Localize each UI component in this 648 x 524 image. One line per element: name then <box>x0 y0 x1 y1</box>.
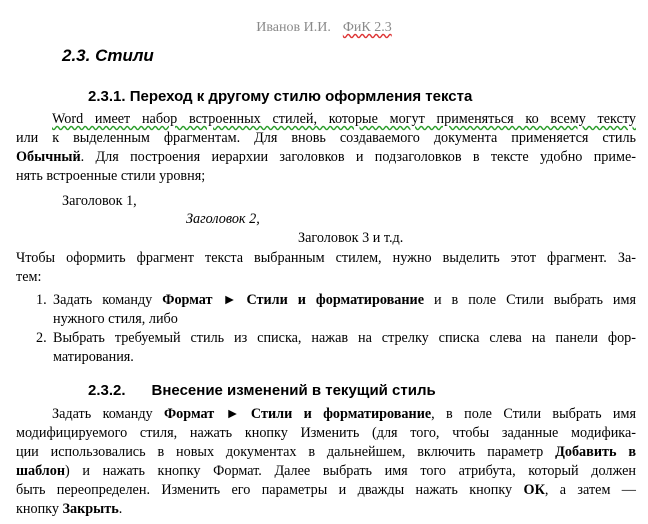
style-name-normal: Обычный <box>16 149 81 165</box>
subsection-number: 2.3.2. <box>88 382 126 399</box>
example-heading-1: Заголовок 1, <box>62 193 137 209</box>
section-title: 2.3. Стили <box>62 46 154 65</box>
page-header <box>0 20 648 36</box>
paragraph-text: Word имеет набор встроенных стилей, которые могут применяться ко всему тексту <box>52 111 636 127</box>
paragraph-text: Чтобы оформить фрагмент текста выбранным стилем, нужно выделить этот фрагмент. За- <box>16 250 636 266</box>
paragraph-text: . Для построения иерархии заголовков и подзаголовков в тексте удобно приме- <box>80 149 636 165</box>
paragraph-intro <box>16 110 636 186</box>
list-text: матирования. <box>53 349 134 365</box>
subsection-text: Внесение изменений в текущий стиль <box>151 382 436 399</box>
paragraph-line <box>16 167 636 186</box>
menu-command: Формат ► Стили и форматирование <box>162 292 424 308</box>
subsection-title-1: 2.3.1. Переход к другому стилю оформления текста <box>88 88 473 105</box>
list-text: Выбрать требуемый стиль из списка, нажав на стрелку списка слева на панели фор- <box>53 330 636 346</box>
list-number: 2. <box>36 330 47 346</box>
paragraph-line <box>16 148 636 167</box>
paragraph-line <box>16 268 636 287</box>
paragraph-text: тем: <box>16 269 42 285</box>
option-name: Добавить в <box>555 444 636 460</box>
paragraph-line <box>16 129 636 148</box>
list-line <box>53 291 636 310</box>
paragraph-line <box>16 500 636 519</box>
paragraph-line <box>16 424 636 443</box>
example-heading-2: Заголовок 2, <box>186 211 260 227</box>
button-name: Закрыть <box>62 501 119 517</box>
paragraph-text: . <box>118 501 123 517</box>
paragraph-line <box>16 249 636 268</box>
paragraph-select <box>16 249 636 287</box>
steps-list <box>16 291 636 367</box>
example-heading-3: Заголовок 3 и т.д. <box>298 230 404 246</box>
list-text: нужного стиля, либо <box>53 311 178 327</box>
paragraph-text: Задать команду <box>52 406 164 422</box>
list-item <box>16 291 636 329</box>
menu-command: Формат ► Стили и форматирование <box>163 406 432 422</box>
list-line <box>53 348 636 367</box>
list-text: и в поле Стили выбрать имя <box>424 292 636 308</box>
paragraph-text: ) и нажать кнопку Формат. Далее выбрать имя того атрибута, который должен <box>65 463 636 479</box>
paragraph-line <box>16 443 636 462</box>
paragraph-modify <box>16 405 636 519</box>
button-name: ОК <box>523 482 545 498</box>
header-author: Иванов И.И. <box>256 20 331 35</box>
list-line <box>53 329 636 348</box>
paragraph-text: модифицируемого стиля, нажать кнопку Изменить (для того, чтобы заданные модифика- <box>16 425 636 441</box>
paragraph-line <box>16 405 636 424</box>
paragraph-text: быть переопределен. Изменить его параметры и дважды нажать кнопку <box>16 482 524 498</box>
subsection-title-2 <box>88 382 436 399</box>
paragraph-line <box>16 110 636 129</box>
option-name: шаблон <box>16 463 66 479</box>
paragraph-text: , в поле Стили выбрать имя <box>431 406 636 422</box>
paragraph-text: , а затем — <box>544 482 636 498</box>
paragraph-line <box>16 481 636 500</box>
paragraph-text: ции использовались в новых документах в дальнейшем, включить параметр <box>16 444 556 460</box>
list-number: 1. <box>36 292 47 308</box>
header-group: ФиК 2.3 <box>342 20 392 35</box>
list-line <box>53 310 636 329</box>
paragraph-text: нять встроенные стили уровня; <box>16 168 206 184</box>
list-item <box>16 329 636 367</box>
list-text: Задать команду <box>53 292 163 308</box>
paragraph-text: кнопку <box>16 501 63 517</box>
paragraph-text: или к выделенным фрагментам. Для вновь создаваемого документа применяется стиль <box>16 130 636 146</box>
paragraph-line <box>16 462 636 481</box>
